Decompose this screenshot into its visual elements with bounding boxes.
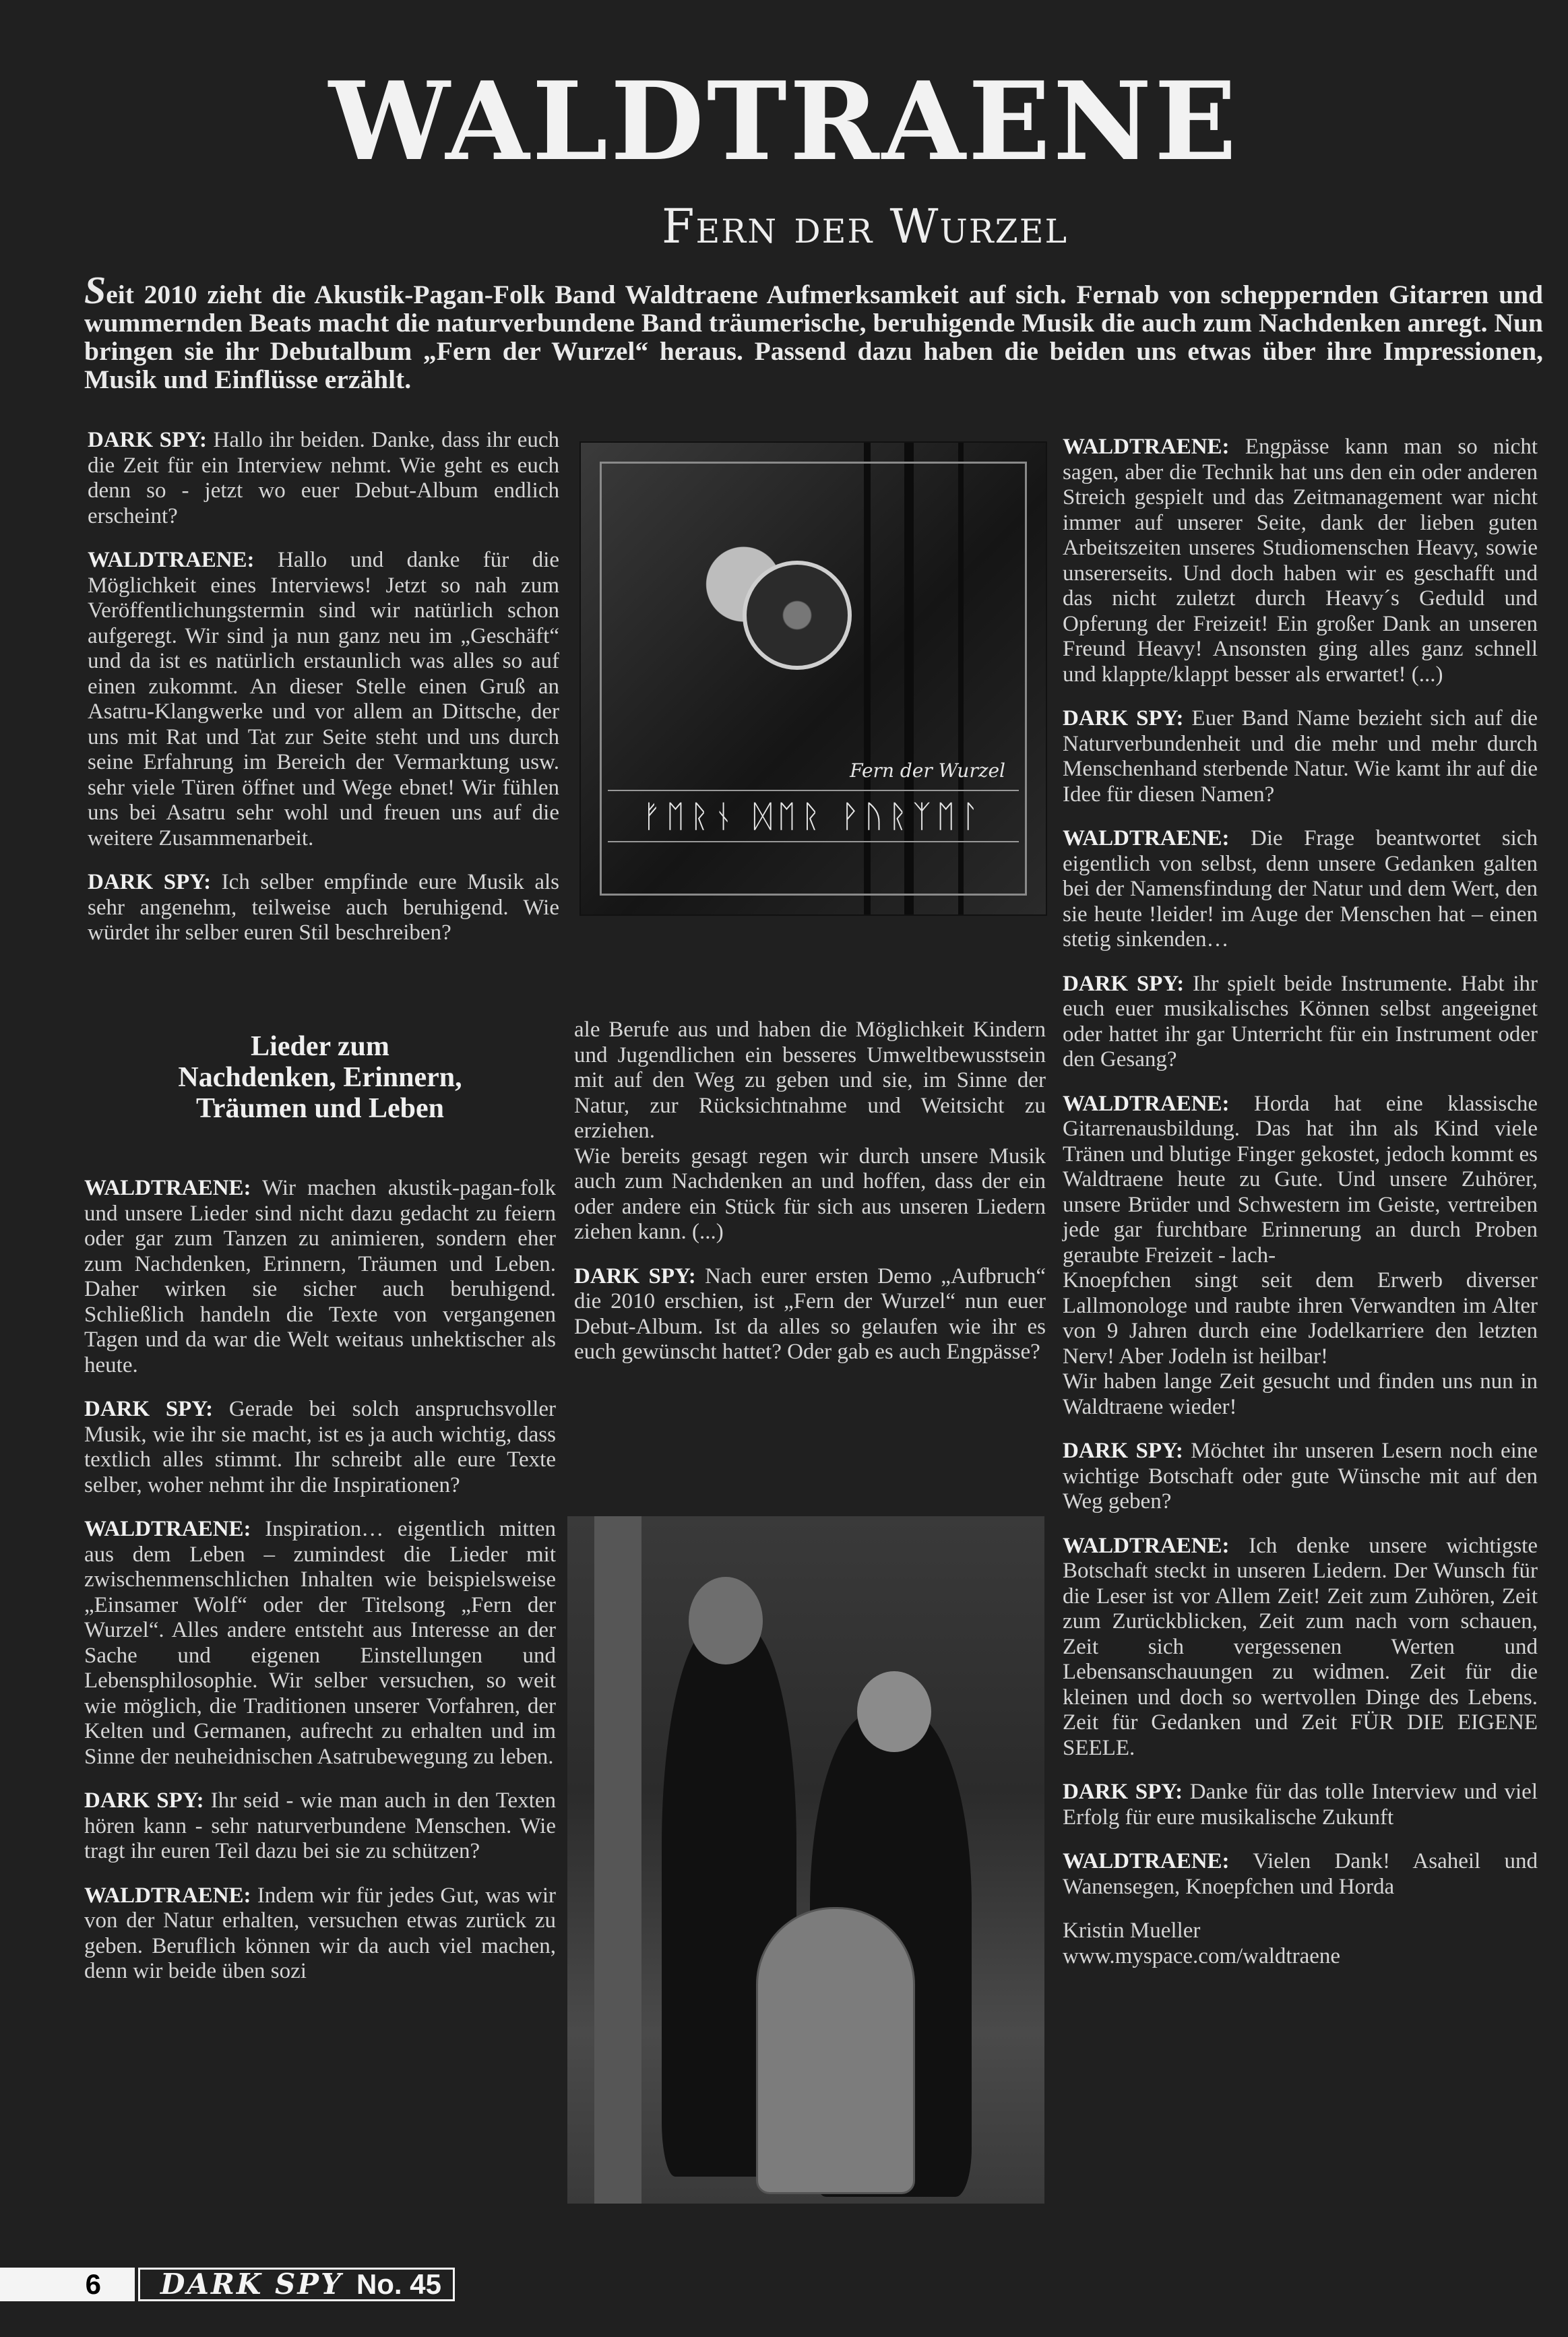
cover-caption: Fern der Wurzel	[850, 759, 1005, 782]
magazine-badge	[138, 2268, 455, 2301]
interview-paragraph	[84, 1788, 556, 1865]
issue-number: No. 45	[356, 2268, 441, 2300]
paragraph-text: Horda hat eine klassische Gitarrenausbildung. Das hat ihn als Kind viele Tränen und blutige Finger gekostet, jedoch kommt es Waldtraene heute zu Gute. Und unsere Zuhörer, unsere Brüder und Schwestern im Geiste, vertreiben jede gar furchtbare Erinnerung an durch Proben geraubte Freizeit - lach-	[1063, 1091, 1538, 1268]
figure-head	[857, 1671, 931, 1752]
paragraph-text: Engpässe kann man so nicht sagen, aber die Technik hat uns den ein oder anderen Streich gespielt und das Zeitmanagement war nicht immer auf unserer Seite, dank der lieben guten Arbeitszeiten unseres Studiomenschen Heavy, sowie unsererseits. Und doch haben wir es geschafft und das nicht zuletzt durch Heavy´s Geduld und Opferung der Freizeit! Ein großer Dank an unseren Freund Heavy! Ansonsten ging alles ganz schnell und klappte/klappt besser als erwartet! (...)	[1063, 435, 1538, 687]
interview-paragraph	[84, 1397, 556, 1498]
interview-paragraph	[1063, 1849, 1538, 1900]
interview-paragraph	[1063, 1534, 1538, 1762]
speaker-label: WALDTRAENE:	[84, 1883, 251, 1908]
paragraph-text: Wie bereits gesagt regen wir durch unsere Musik auch zum Nachdenken an und hoffen, dass der ein oder andere ein Stück für sich aus unseren Liedern ziehen kann. (...)	[574, 1144, 1046, 1244]
column-2	[574, 1018, 1046, 1384]
speaker-label: DARK SPY:	[574, 1264, 696, 1288]
paragraph-text: Ich selber empfinde eure Musik als sehr angenehm, teilweise auch beruhigend. Wie würdet ihr selber euren Stil beschreiben?	[88, 870, 559, 945]
paragraph-text: Möchtet ihr unseren Lesern noch eine wichtige Botschaft oder gute Wünsche mit auf den Weg geben?	[1063, 1439, 1538, 1514]
column-1-lower	[84, 1176, 556, 2003]
paragraph-text: Die Frage beantwortet sich eigentlich von selbst, denn unsere Gedanken galten bei der Namensfindung der Natur und dem Wert, den sie heute !leider! im Auge der Menschen hat – einen stetig sinkenden…	[1063, 826, 1538, 952]
interview-paragraph	[84, 1883, 556, 1985]
speaker-label: DARK SPY:	[1063, 971, 1185, 996]
masthead	[0, 58, 1568, 254]
page-number: 6	[0, 2268, 135, 2301]
speaker-label: WALDTRAENE:	[84, 1176, 251, 1200]
celtic-knot-icon	[743, 561, 852, 670]
album-cover-image	[579, 441, 1047, 916]
intro-dropcap: S	[84, 268, 106, 312]
speaker-label: WALDTRAENE:	[1063, 1849, 1230, 1873]
interview-paragraph	[88, 870, 559, 946]
interview-paragraph	[574, 1018, 1046, 1144]
paragraph-text: Wir haben lange Zeit gesucht und finden uns nun in Waldtraene wieder!	[1063, 1369, 1538, 1419]
interview-paragraph	[88, 428, 559, 529]
paragraph-text: ale Berufe aus und haben die Möglichkeit Kindern und Jugendlichen ein besseres Umweltbewusstsein mit auf den Weg zu geben und sie, im Sinne der Natur, zur Rücksichtnahme und Weitsicht zu erziehen.	[574, 1018, 1046, 1143]
speaker-label: DARK SPY:	[88, 428, 207, 452]
speaker-label: WALDTRAENE:	[1063, 1091, 1230, 1116]
paragraph-text: Ihr seid - wie man auch in den Texten hören kann - sehr naturverbundene Menschen. Wie tragt ihr euren Teil dazu bei sie zu schützen?	[84, 1788, 557, 1863]
speaker-label: DARK SPY:	[88, 870, 212, 894]
interview-paragraph	[1063, 1780, 1538, 1830]
column-1	[88, 428, 559, 965]
band-photo	[567, 1516, 1044, 2204]
speaker-label: DARK SPY:	[84, 1788, 204, 1813]
paragraph-text: Wir machen akustik-pagan-folk und unsere Lieder sind nicht dazu gedacht zu feiern oder gar zum Tanzen zu animieren, sondern eher zum Nachdenken, Erinnern, Träumen und Leben. Daher wirken sie sicher auch beruhigend. Schließlich handeln die Texte von vergangenen Tagen und da war die Welt weitaus unhektischer als heute.	[84, 1176, 556, 1377]
paragraph-text: Euer Band Name bezieht sich auf die Naturverbundenheit und die mehr und mehr durch Menschenhand sterbende Natur. Wie kamt ihr auf die Idee für diesen Namen?	[1063, 706, 1538, 807]
interview-paragraph	[1063, 1268, 1538, 1369]
paragraph-text: Hallo ihr beiden. Danke, dass ihr euch die Zeit für ein Interview nehmt. Wie geht es euch denn so - jetzt wo euer Debut-Album endlich erscheint?	[88, 428, 560, 528]
speaker-label: WALDTRAENE:	[1063, 1533, 1230, 1558]
interview-paragraph	[1063, 1439, 1538, 1515]
interview-paragraph	[1063, 706, 1538, 807]
paragraph-text: Hallo und danke für die Möglichkeit eines Interviews! Jetzt so nah zum Veröffentlichungstermin sind wir natürlich schon aufgeregt. Wir sind ja nun ganz neu im „Geschäft“ und da ist es natürlich erstaunlich was alles so auf einen zukommt. An dieser Stelle einen Gruß an Asatru-Klangwerke und vor allem an Dittsche, der uns mit Rat und Tat zur Seite steht und uns durch seine Erfahrung im Bereich der Vermarktung usw. sehr viele Türen öffnet und Wege ebnet! Wir fühlen uns bei Asatru sehr wohl und freuen uns auf die weitere Zusammenarbeit.	[88, 548, 560, 850]
tree-trunk	[594, 1516, 641, 2204]
article-subtitle: Fern der Wurzel	[661, 199, 1069, 254]
speaker-label: WALDTRAENE:	[1063, 435, 1230, 459]
interview-paragraph	[1063, 972, 1538, 1073]
paragraph-text: Nach eurer ersten Demo „Aufbruch“ die 2010 erschien, ist „Fern der Wurzel“ nun euer Debut-Album. Ist da alles so gelaufen wie ihr es euch gewünscht hattet? Oder gab es auch Engpässe?	[574, 1264, 1046, 1364]
magazine-name: DARK SPY	[160, 2268, 343, 2301]
speaker-label: DARK SPY:	[1063, 1780, 1183, 1804]
interview-paragraph	[84, 1517, 556, 1770]
speaker-label: WALDTRAENE:	[84, 1517, 251, 1541]
credit-url: www.myspace.com/waldtraene	[1063, 1943, 1341, 1968]
speaker-label: DARK SPY:	[1063, 1439, 1183, 1463]
speaker-label: DARK SPY:	[1063, 706, 1184, 730]
carved-stone	[756, 1907, 915, 2194]
heading-line: Träumen und Leben	[196, 1093, 444, 1124]
rune-inscription: ᚠᛖᚱᚾ ᛞᛖᚱ ᚹᚢᚱᛉᛖᛚ	[608, 790, 1019, 842]
intro-text: eit 2010 zieht die Akustik-Pagan-Folk Band Waldtraene Aufmerksamkeit auf sich. Fernab von scheppernden Gitarren und wummernden Beats macht die naturverbundene Band träumerische, beruhigende Musik die auch zum Nachdenken anregt. Nun bringen sie ihr Debutalbum „Fern der Wurzel“ heraus. Passend dazu haben die beiden uns etwas über ihre Impressionen, Musik und Einflüsse erzählt.	[84, 280, 1543, 394]
speaker-label: DARK SPY:	[84, 1397, 214, 1421]
interview-paragraph	[1063, 1092, 1538, 1269]
article-title: WALDTRAENE	[328, 58, 1240, 185]
interview-paragraph	[1063, 435, 1538, 687]
paragraph-text: Ihr spielt beide Instrumente. Habt ihr euch euer musikalisches Können selbst angeeignet oder hattet ihr gar Unterricht für ein Instrument oder den Gesang?	[1063, 971, 1538, 1071]
paragraph-text: Vielen Dank! Asaheil und Wanensegen, Knoepfchen und Horda	[1063, 1849, 1538, 1899]
interview-paragraph	[88, 548, 559, 851]
speaker-label: WALDTRAENE:	[88, 548, 255, 572]
interview-paragraph	[574, 1144, 1046, 1245]
paragraph-text: Inspiration… eigentlich mitten aus dem Leben – zumindest die Lieder mit zwischenmenschlichen Inhalten wie beispielsweise „Einsamer Wolf“ oder der Titelsong „Fern der Wurzel“. Alles andere entsteht aus Interesse an der Sache und eigenen Einstellungen und Lebensphilosophie. Wir selber versuchen, so weit wie möglich, die Traditionen unserer Vorfahren, der Kelten und Germanen, aufrecht zu erhalten und im Sinne der neuheidnischen Asatrubewegung zu leben.	[84, 1517, 556, 1769]
interview-paragraph	[1063, 826, 1538, 953]
paragraph-text: Indem wir für jedes Gut, was wir von der Natur erhalten, versuchen etwas zurück zu geben. Beruflich können wir da auch viel machen, denn wir beide üben sozi	[84, 1883, 557, 1983]
section-heading	[101, 1031, 539, 1124]
intro-paragraph	[84, 268, 1543, 394]
paragraph-text: Knoepfchen singt seit dem Erwerb diverser Lallmonologe und raubte ihren Verwandten im Alter von 9 Jahren durch eine Jodelkarriere den letzten Nerv! Aber Jodeln ist heilbar!	[1063, 1268, 1538, 1369]
credit-author: Kristin Mueller	[1063, 1919, 1201, 1943]
interview-paragraph	[1063, 1369, 1538, 1420]
page-footer	[0, 2268, 458, 2301]
figure-head	[689, 1577, 763, 1664]
speaker-label: WALDTRAENE:	[1063, 826, 1230, 850]
column-3	[1063, 435, 1538, 1988]
interview-paragraph	[84, 1176, 556, 1378]
heading-line: Lieder zum	[251, 1031, 389, 1062]
paragraph-text: Gerade bei solch anspruchsvoller Musik, wie ihr sie macht, ist es ja auch wichtig, dass textlich alles stimmt. Ihr schreibt alle eure Texte selber, woher nehmt ihr die Inspirationen?	[84, 1397, 556, 1497]
paragraph-text: Danke für das tolle Interview und viel Erfolg für eure musikalische Zukunft	[1063, 1780, 1538, 1830]
heading-line: Nachdenken, Erinnern,	[178, 1062, 462, 1093]
interview-paragraph	[574, 1264, 1046, 1365]
paragraph-text: Ich denke unsere wichtigste Botschaft steckt in unseren Liedern. Der Wunsch für die Leser ist vor Allem Zeit! Zeit zum Zuhören, Zeit zum Zurückblicken, Zeit zum nach vorn schauen, Zeit sich vergessenen Werten und Lebensanschauungen zu widmen. Zeit für die kleinen und doch so wertvollen Dinge des Lebens. Zeit für Gedanken und Zeit FÜR DIE EIGENE SEELE.	[1063, 1533, 1538, 1760]
